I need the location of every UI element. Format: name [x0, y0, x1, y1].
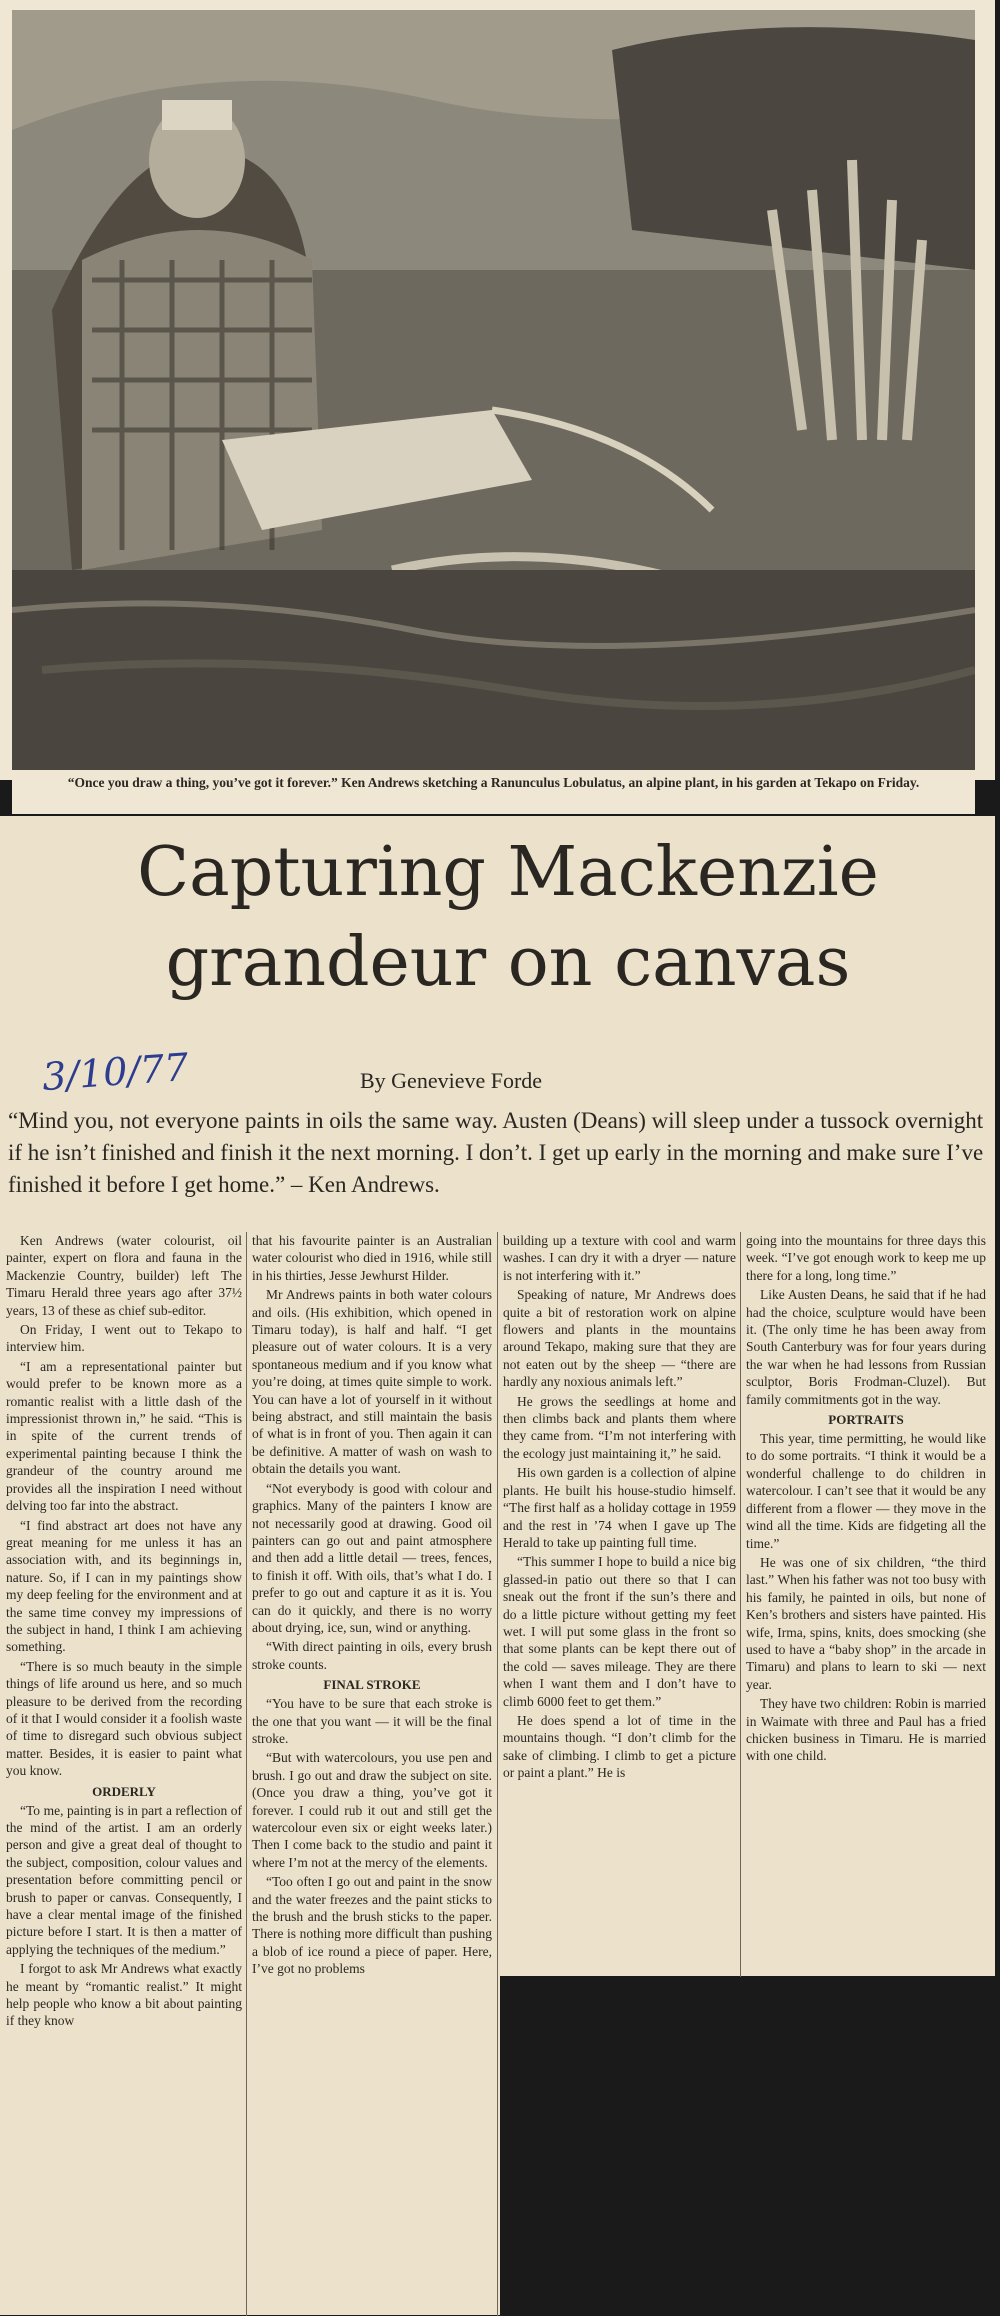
headline-line-1: Capturing Mackenzie	[137, 833, 879, 912]
headline-line-2: grandeur on canvas	[165, 923, 851, 1002]
headline	[28, 828, 988, 1008]
article-photo	[12, 10, 975, 770]
column-3	[503, 1232, 736, 1784]
paragraph: Mr Andrews paints in both water colours and oils. (His exhibition, which opened in Timaru today), is half and half. “I get pleasure out of water colours. It is a very spontaneous medium and if you know what you’re doing, at times quite simple to work. You can have a lot of yourself in it without being abstract, and still maintain the basis of what is in front of you. Then again it can be definitive. A matter of wash on wash to obtain the details you want.	[252, 1287, 492, 1477]
paragraph: “This summer I hope to build a nice big glassed-in patio out there so that I can sneak out the front if the sun’s there and do a little picture without getting my feet wet. I will put some glass in the front so that some plants can be kept there out of the cold — saves mileage. They are there when I want them and I don’t have to climb 6000 feet to get them.”	[503, 1554, 736, 1709]
paragraph: He does spend a lot of time in the mountains though. “I don’t climb for the sake of climbing. I climb to get a picture or paint a plant.” He is	[503, 1712, 736, 1781]
paragraph: Ken Andrews (water colourist, oil painter, expert on flora and fauna in the Mackenzie Country, builder) left The Timaru Herald three years ago after 37½ years, 13 of these as chief sub-editor.	[6, 1233, 242, 1318]
photo-illustration	[12, 10, 975, 770]
column-rule	[497, 1232, 498, 2316]
paragraph: “I am a representational painter but would prefer to be known more as a romantic realist with a little dash of the impressionist thrown in,” he said. “This is in spite of the current trends of experimental painting because I think the grandeur of the country around me provides all the inspiration I need without delving too far into the abstract.	[6, 1358, 242, 1514]
paragraph: going into the mountains for three days this week. “I’ve got enough work to keep me up there for a long, long time.”	[746, 1233, 986, 1283]
paragraph: I forgot to ask Mr Andrews what exactly he meant by “romantic realist.” It might help people who know a bit about painting if they know	[6, 1961, 242, 2029]
column-4	[746, 1232, 986, 1767]
paragraph: Speaking of nature, Mr Andrews does quite a bit of restoration work on alpine flowers and plants in the mountains around Tekapo, making sure that they are not eaten out by the sheep — “there are hardly any noxious animals left.”	[503, 1287, 736, 1390]
paragraph: “To me, painting is in part a reflection of the mind of the artist. I am an orderly person and give a great deal of thought to the subject, composition, colour values and presentation before committing pencil or brush to paper or canvas. Consequently, I have a clear mental image of the finished picture before I start. It is then a matter of applying the techniques of the medium.”	[6, 1802, 242, 1957]
column-1	[6, 1232, 242, 2032]
paragraph: that his favourite painter is an Australian water colourist who died in 1916, while still in his thirties, Jesse Jewhurst Hilder.	[252, 1233, 492, 1283]
paragraph: “There is so much beauty in the simple things of life around us here, and so much pleasure to be derived from the recording of it that I would consider it a foolish waste of time to disregard such obvious subject matter. Besides, it is easier to paint what you know.	[6, 1658, 242, 1779]
paragraph: He grows the seedlings at home and then climbs back and plants them where they came from. “I’m not interfering with the ecology just maintaining it,” he said.	[503, 1393, 736, 1461]
subheading-orderly: ORDERLY	[92, 1783, 156, 1799]
paragraph: Like Austen Deans, he said that if he had had the choice, sculpture would have been it. (The only time he has been away from South Canterbury was for four years during the war when he had lessons from Russian sculptor, Boris Frodman-Cluzel). But family commitments got in the way.	[746, 1287, 986, 1407]
paragraph: His own garden is a collection of alpine plants. He built his house-studio himself. “The first half as a holiday cottage in 1959 and the rest in ’74 when I gave up The Herald to take up painting full time.	[503, 1465, 736, 1550]
paragraph: They have two children: Robin is married in Waimate with three and Paul has a fried chicken business in Timaru. He is married with one child.	[746, 1696, 986, 1764]
paragraph: “You have to be sure that each stroke is the one that you want — it will be the final stroke.	[252, 1696, 492, 1746]
paragraph: This year, time permitting, he would like to do some portraits. “I think it would be a wonderful challenge to do children in watercolour. I can’t see that it would be any different from a flower — they move in the wind all the time. Kids are fidgeting all the time.”	[746, 1431, 986, 1551]
column-rule	[740, 1232, 741, 1977]
paragraph: “Too often I go out and paint in the snow and the water freezes and the paint sticks to the brush and the brush sticks to the paper. There is nothing more difficult than pushing a blob of ice round a piece of paper. Here, I’ve got no problems	[252, 1874, 492, 1977]
handwritten-date: 3/10/77	[40, 1044, 190, 1100]
byline: By Genevieve Forde	[360, 1068, 543, 1093]
photo-caption: “Once you draw a thing, you’ve got it forever.” Ken Andrews sketching a Ranunculus Lobulatus, an alpine plant, in his garden at Tekapo on Friday.	[12, 774, 975, 814]
paragraph: “Not everybody is good with colour and graphics. Many of the painters I know are not necessarily good at drawing. Good oil painters can go out and paint atmosphere and then add a little detail — trees, fences, to finish it off. With oils, that’s what I do. I prefer to go out and capture it as it is. You can do it quickly, and there is no worry about drying, ice, sun, wind or anything.	[252, 1480, 492, 1635]
subheading-final-stroke: FINAL STROKE	[323, 1677, 421, 1693]
column-rule	[246, 1232, 247, 2316]
subheading-portraits: PORTRAITS	[828, 1412, 904, 1428]
paragraph: building up a texture with cool and warm washes. I can dry it with a dryer — nature is not interfering with it.”	[503, 1233, 736, 1283]
paragraph: “But with watercolours, you use pen and brush. I go out and draw the subject on site. (Once you draw a thing, you’ve got it forever. I could rub it out and still get the watercolour even six or eight weeks later.) Then I come back to the studio and paint it where I’m not at the mercy of the elements.	[252, 1750, 492, 1870]
lead-quote: “Mind you, not everyone paints in oils the same way. Austen (Deans) will sleep under a tussock overnight if he isn’t finished and finish it the next morning. I don’t. I get up early in the morning and make sure I’ve finished it before I get home.” – Ken Andrews.	[8, 1108, 984, 1197]
paragraph: “With direct painting in oils, every brush stroke counts.	[252, 1639, 492, 1672]
paragraph: On Friday, I went out to Tekapo to interview him.	[6, 1322, 242, 1355]
photo-area	[0, 0, 995, 790]
column-2	[252, 1232, 492, 1980]
paragraph: He was one of six children, “the third last.” When his father was not too busy with his family, he painted in oils, but none of Ken’s brothers and sisters have painted. His wife, Irma, spins, knits, does smocking (she used to have a “baby shop” in the arcade in Timaru) and plans to learn to ski — next year.	[746, 1554, 986, 1692]
paragraph: “I find abstract art does not have any great meaning for me unless it has an association with, and its beginnings in, nature. So, if I can in my paintings show my deep feeling for the environment and at the same time convey my impressions of the subject in hand, I think I am achieving something.	[6, 1517, 242, 1655]
